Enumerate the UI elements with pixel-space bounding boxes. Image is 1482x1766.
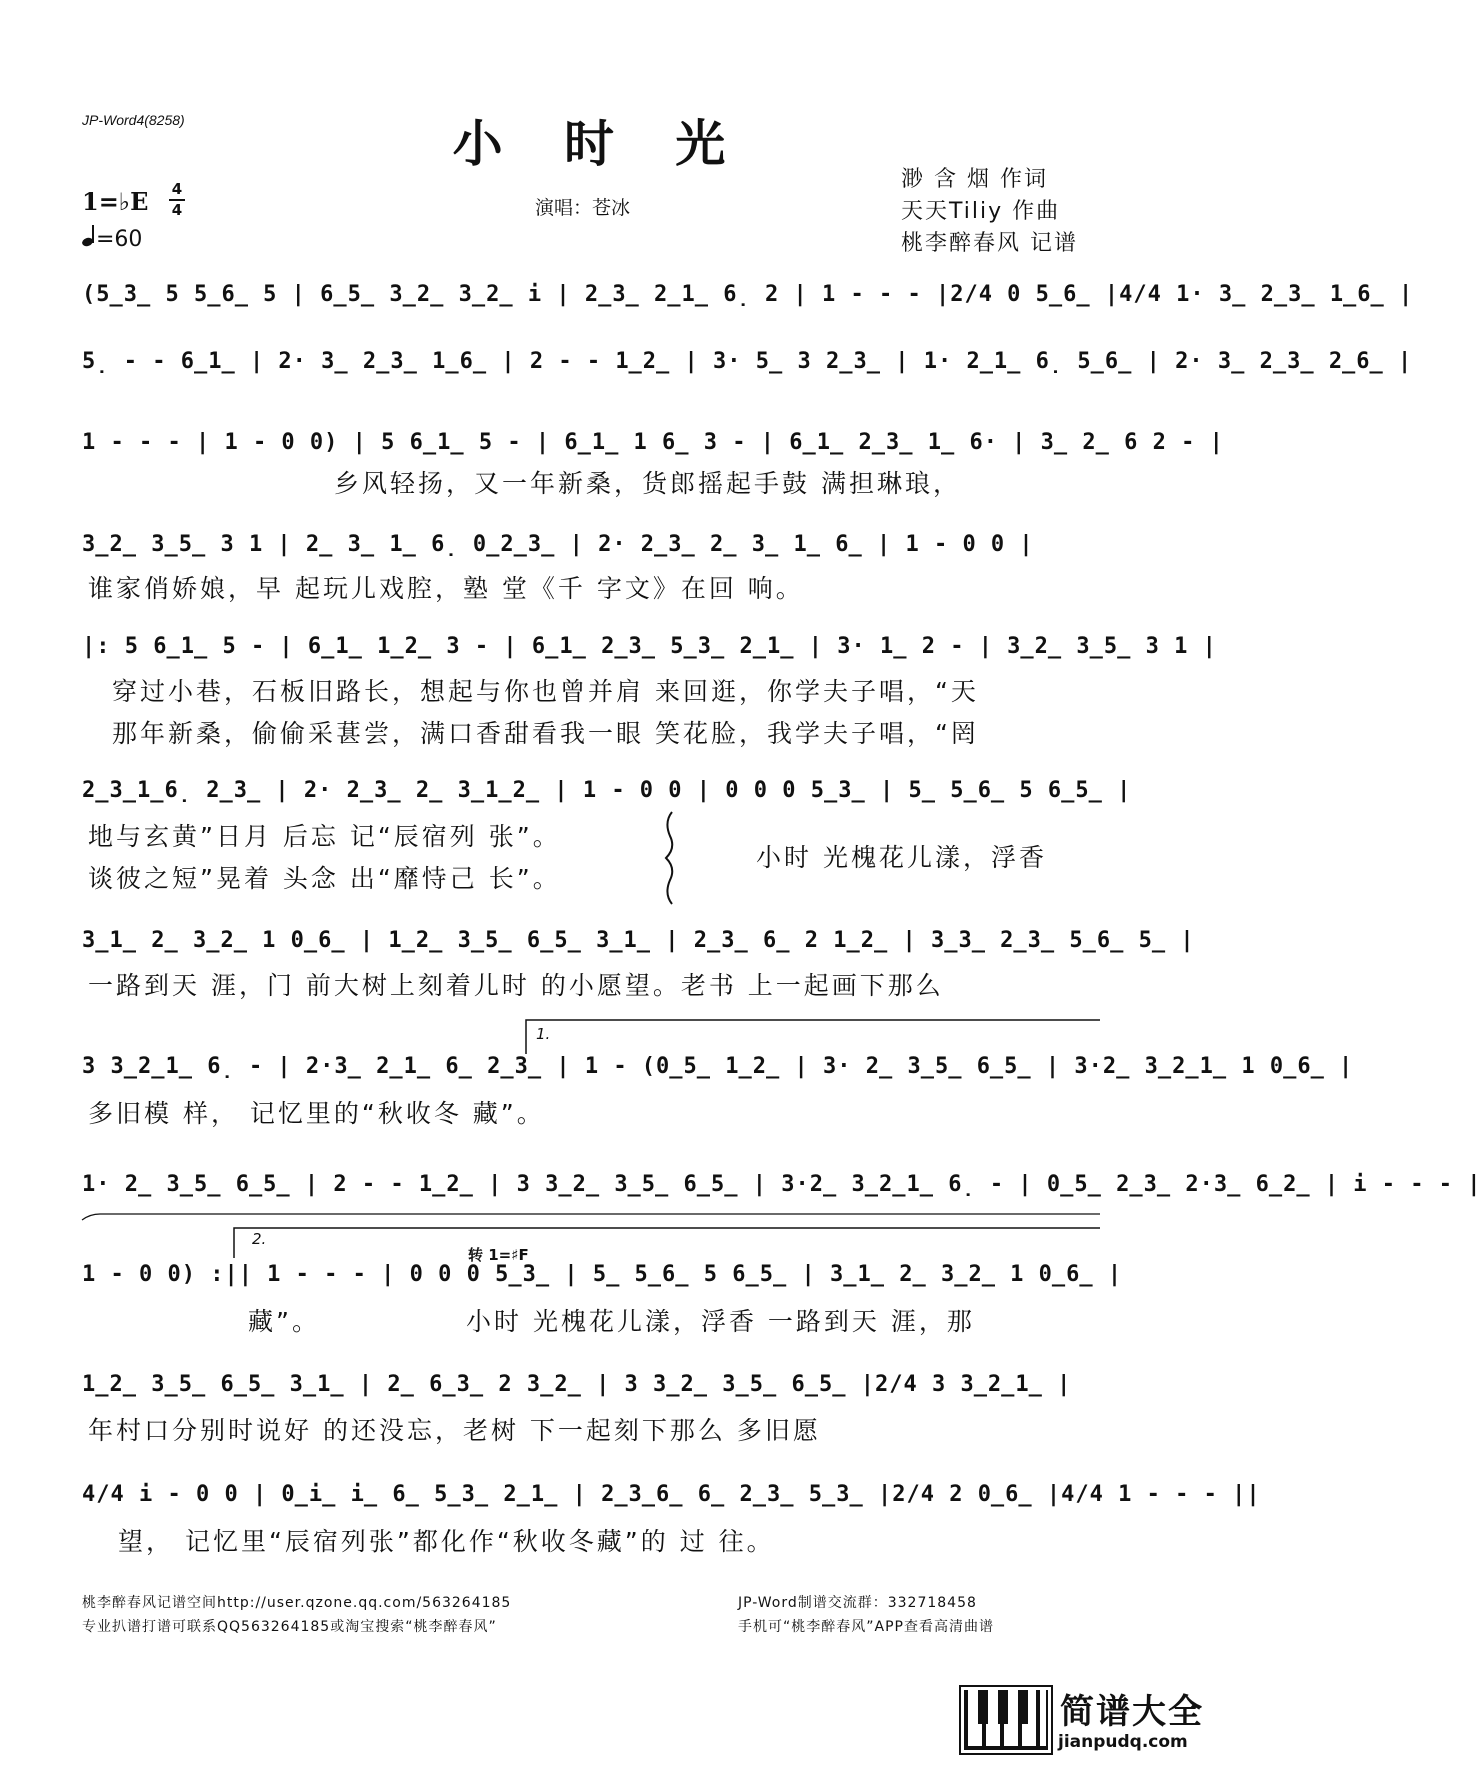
second-ending-label: 2. [252, 1230, 267, 1248]
lyric-line: 藏”。 [248, 1307, 320, 1336]
score-line-10: 1 - 0 0) :|| 1 - - - | 0 0 0 5̲3̲ | 5̲ 5̲6̲ 5 6̲5̲ | 3̲1̲ 2̲ 3̲2̲ 1 0̲6̲ | [82, 1262, 1123, 1287]
score-line-5: |: 5 6̲1̲ 5 - | 6̲1̲ 1̲2̲ 3 - | 6̲1̲ 2̲3̲ 5̲3̲ 2̲1̲ | 3· 1̲ 2 - | 3̲2̲ 3̲5̲ 3 1 | [82, 634, 1217, 659]
time-signature-bottom: 4 [171, 201, 183, 219]
footer-left-line2: 专业扒谱打谱可联系QQ563264185或淘宝搜索“桃李醉春风” [82, 1619, 497, 1635]
song-title: 小 时 光 [452, 114, 748, 173]
score-line-1: (5̲3̲ 5 5̲6̲ 5 | 6̲5̲ 3̲2̲ 3̲2̲ i | 2̲3̲ 2̲1̲ 6̣ 2 | 1 - - - |2/4 0 5̲6̲ |4/4 1· 3̲ 2̲3̲ 1̲6̲ | [82, 282, 1414, 307]
tempo-value: =60 [96, 227, 143, 252]
lyric-line: 穿过小巷，石板旧路长，想起与你也曾并肩 来回逛，你学夫子唱，“天 [112, 677, 979, 706]
score-line-11: 1̲2̲ 3̲5̲ 6̲5̲ 3̲1̲ | 2̲ 6̲3̲ 2 3̲2̲ | 3 3̲2̲ 3̲5̲ 6̲5̲ |2/4 3 3̲2̲1̲ | [82, 1372, 1072, 1397]
score-line-9: 1· 2̲ 3̲5̲ 6̲5̲ | 2 - - 1̲2̲ | 3 3̲2̲ 3̲5̲ 6̲5̲ | 3·2̲ 3̲2̲1̲ 6̣ - | 0̲5̲ 2̲3̲ 2·3̲ 6̲2̲ | i - - - | [82, 1172, 1482, 1197]
score-line-2: 5̣ - - 6̲1̲ | 2· 3̲ 2̲3̲ 1̲6̲ | 2 - - 1̲2̲ | 3· 5̲ 3 2̲3̲ | 1· 2̲1̲ 6̣ 5̲6̲ | 2· 3̲ 2̲3̲ 2̲6̲ | [82, 349, 1413, 374]
score-line-12: 4/4 i - 0 0 | 0̲i̲ i̲ 6̲ 5̲3̲ 2̲1̲ | 2̲3̲6̲ 6̲ 2̲3̲ 5̲3̲ |2/4 2 0̲6̲ |4/4 1 - - - || [82, 1482, 1261, 1507]
lyric-line: 小时 光槐花儿漾，浮香 [756, 843, 1047, 872]
software-tag: JP-Word4(8258) [82, 112, 185, 128]
score-line-4: 3̲2̲ 3̲5̲ 3 1 | 2̲ 3̲ 1̲ 6̣ 0̲2̲3̲ | 2· 2̲3̲ 2̲ 3̲ 1̲ 6̲ | 1 - 0 0 | [82, 532, 1034, 557]
footer-right-line1: JP-Word制谱交流群：332718458 [738, 1595, 977, 1611]
lyric-line: 谈彼之短”晃着 头念 出“靡恃己 长”。 [88, 864, 561, 893]
score-line-3: 1 - - - | 1 - 0 0) | 5 6̲1̲ 5 - | 6̲1̲ 1 6̲ 3 - | 6̲1̲ 2̲3̲ 1̲ 6· | 3̲ 2̲ 6 2 - | [82, 430, 1224, 455]
score-line-8: 3 3̲2̲1̲ 6̣ - | 2·3̲ 2̲1̲ 6̲ 2̲3̲ | 1 - (0̲5̲ 1̲2̲ | 3· 2̲ 3̲5̲ 6̲5̲ | 3·2̲ 3̲2̲1̲ 1 0̲6̲ | [82, 1054, 1354, 1079]
lyricist-credit: 渺 含 烟 作词 [901, 167, 1048, 192]
lyric-line: 小时 光槐花儿漾，浮香 一路到天 涯，那 [466, 1307, 975, 1336]
score-line-7: 3̲1̲ 2̲ 3̲2̲ 1 0̲6̲ | 1̲2̲ 3̲5̲ 6̲5̲ 3̲1̲ | 2̲3̲ 6̲ 2 1̲2̲ | 3̲3̲ 2̲3̲ 5̲6̲ 5̲ | [82, 928, 1195, 953]
lyric-line: 年村口分别时说好 的还没忘，老树 下一起刻下那么 多旧愿 [88, 1416, 821, 1445]
site-logo-url: jianpudq.com [1058, 1732, 1188, 1752]
lyric-line: 望， 记忆里“辰宿列张”都化作“秋收冬藏”的 过 往。 [118, 1527, 775, 1556]
footer-right-line2: 手机可“桃李醉春风”APP查看高清曲谱 [738, 1619, 994, 1635]
singer-credit: 演唱：苍冰 [535, 197, 631, 219]
lyric-line: 多旧模 样， 记忆里的“秋收冬 藏”。 [88, 1099, 545, 1128]
key-change: 转 1=♯F [468, 1246, 529, 1264]
time-signature-top: 4 [171, 180, 183, 198]
lyric-line: 地与玄黄”日月 后忘 记“辰宿列 张”。 [88, 822, 561, 851]
footer-left-line1: 桃李醉春风记谱空间http://user.qzone.qq.com/563264185 [82, 1595, 512, 1611]
score-line-6: 2̲3̲1̲6̣ 2̲3̲ | 2· 2̲3̲ 2̲ 3̲1̲2̲ | 1 - 0 0 | 0 0 0 5̲3̲ | 5̲ 5̲6̲ 5 6̲5̲ | [82, 778, 1132, 803]
first-ending-label: 1. [536, 1025, 551, 1043]
key-signature: 1=♭E [82, 187, 149, 216]
composer-credit: 天天Tiliy 作曲 [901, 199, 1061, 224]
lyric-line: 那年新桑，偷偷采葚尝，满口香甜看我一眼 笑花脸，我学夫子唱，“罔 [112, 719, 979, 748]
lyric-line: 一路到天 涯，门 前大树上刻着儿时 的小愿望。老书 上一起画下那么 [88, 971, 944, 1000]
transcriber-credit: 桃李醉春风 记谱 [901, 231, 1078, 256]
lyric-line: 乡风轻扬，又一年新桑，货郎摇起手鼓 满担琳琅， [334, 469, 961, 498]
lyric-line: 谁家俏娇娘，早 起玩儿戏腔，塾 堂《千 字文》在回 响。 [88, 574, 804, 603]
site-logo-text: 简谱大全 [1060, 1692, 1204, 1732]
